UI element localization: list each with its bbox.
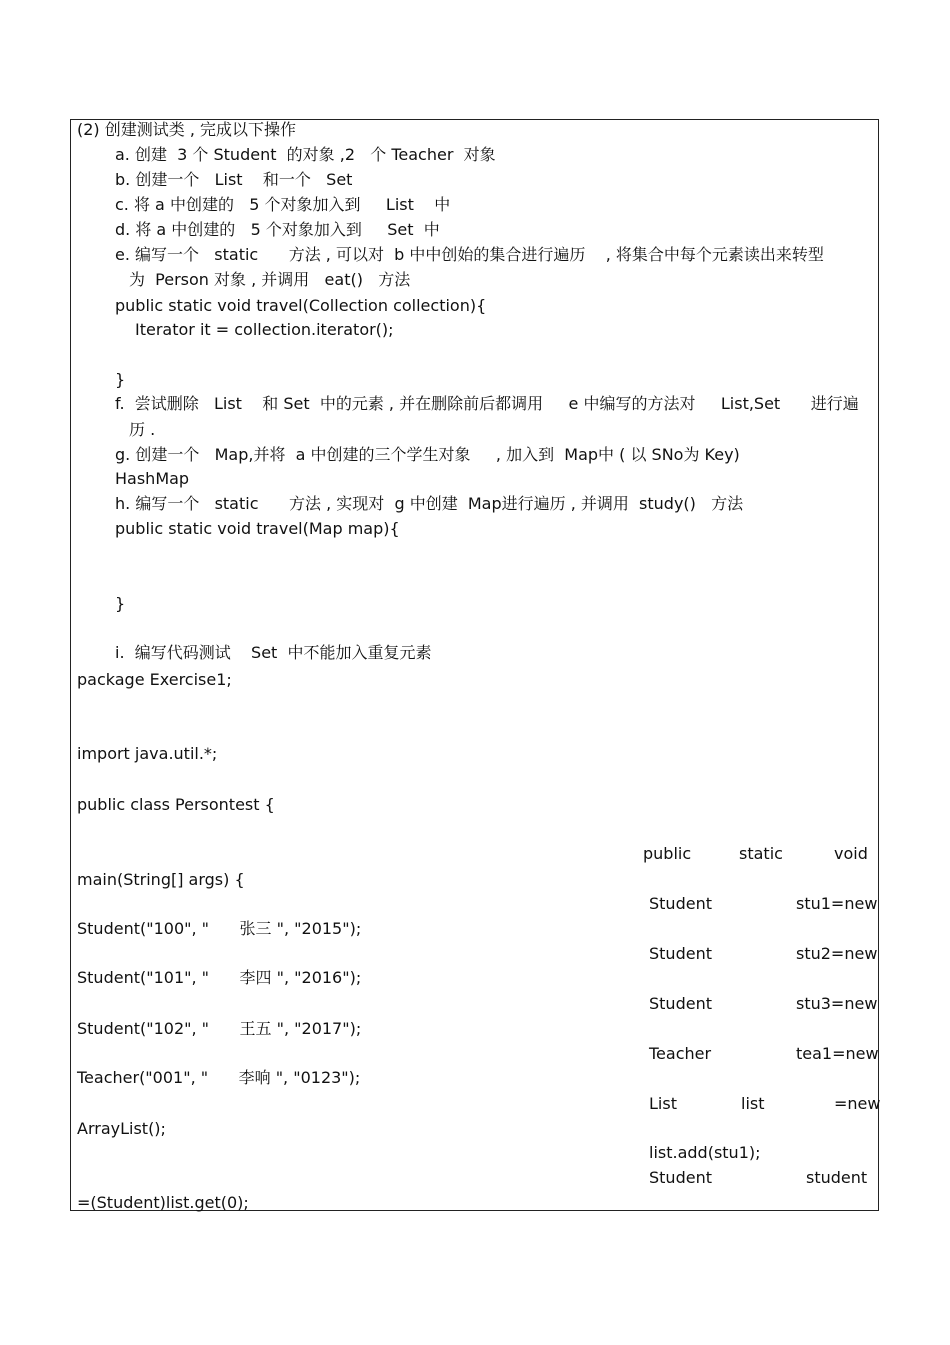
code-stu1-line: Student("100", " 张三 ", "2015"); — [77, 919, 362, 938]
code-word: =new — [834, 1094, 881, 1113]
task-item-g: g. 创建一个 Map,并将 a 中创建的三个学生对象 , 加入到 Map中 ( 以 SNo为 Key) — [115, 445, 740, 464]
task-item-h: h. 编写一个 static 方法 , 实现对 g 中创建 Map进行遍历 , 并调用 study() 方法 — [115, 494, 744, 513]
code-word: Student — [649, 1168, 712, 1187]
code-travel-map-signature: public static void travel(Map map){ — [115, 519, 400, 538]
code-arraylist-line: ArrayList(); — [77, 1119, 166, 1138]
task-item-c: c. 将 a 中创建的 5 个对象加入到 List 中 — [115, 195, 451, 214]
code-word: stu2=new — [796, 944, 878, 963]
code-word: public — [643, 844, 692, 863]
code-tea1-line: Teacher("001", " 李响 ", "0123"); — [77, 1068, 361, 1087]
task-item-e-cont: 为 Person 对象 , 并调用 eat() 方法 — [129, 270, 411, 289]
task-item-i: i. 编写代码测试 Set 中不能加入重复元素 — [115, 643, 432, 662]
code-closing-brace: } — [115, 594, 126, 613]
code-main-signature: main(String[] args) { — [77, 870, 245, 889]
code-list-get-line: =(Student)list.get(0); — [77, 1193, 249, 1212]
code-class-declaration: public class Persontest { — [77, 795, 275, 814]
task-item-e: e. 编写一个 static 方法 , 可以对 b 中中创始的集合进行遍历 , 将集合中每个元素读出来转型 — [115, 245, 824, 264]
code-word: static — [739, 844, 783, 863]
code-travel-collection-signature: public static void travel(Collection collection){ — [115, 296, 487, 315]
code-closing-brace: } — [115, 370, 126, 389]
code-word: List — [649, 1094, 677, 1113]
code-word: Student — [649, 944, 712, 963]
code-word: list — [741, 1094, 765, 1113]
task-item-b: b. 创建一个 List 和一个 Set — [115, 170, 353, 189]
code-iterator-line: Iterator it = collection.iterator(); — [135, 320, 394, 339]
code-word: tea1=new — [796, 1044, 879, 1063]
code-word: Teacher — [649, 1044, 712, 1063]
task-item-f: f. 尝试删除 List 和 Set 中的元素 , 并在删除前后都调用 e 中编写的方法对 List,Set 进行遍 — [115, 394, 859, 413]
code-word: void — [834, 844, 868, 863]
task-heading: (2) 创建测试类 , 完成以下操作 — [77, 120, 297, 139]
code-word: student — [806, 1168, 868, 1187]
code-import-line: import java.util.*; — [77, 744, 218, 763]
task-item-a: a. 创建 3 个 Student 的对象 ,2 个 Teacher 对象 — [115, 145, 496, 164]
code-word: stu3=new — [796, 994, 878, 1013]
task-item-f-cont: 历 . — [129, 420, 156, 439]
code-stu3-line: Student("102", " 王五 ", "2017"); — [77, 1019, 362, 1038]
task-item-g-cont: HashMap — [115, 469, 190, 488]
code-word: Student — [649, 894, 712, 913]
code-list-add-line: list.add(stu1); — [649, 1143, 761, 1162]
code-stu2-line: Student("101", " 李四 ", "2016"); — [77, 968, 362, 987]
code-word: Student — [649, 994, 712, 1013]
task-item-d: d. 将 a 中创建的 5 个对象加入到 Set 中 — [115, 220, 440, 239]
code-word: stu1=new — [796, 894, 878, 913]
code-package-line: package Exercise1; — [77, 670, 232, 689]
